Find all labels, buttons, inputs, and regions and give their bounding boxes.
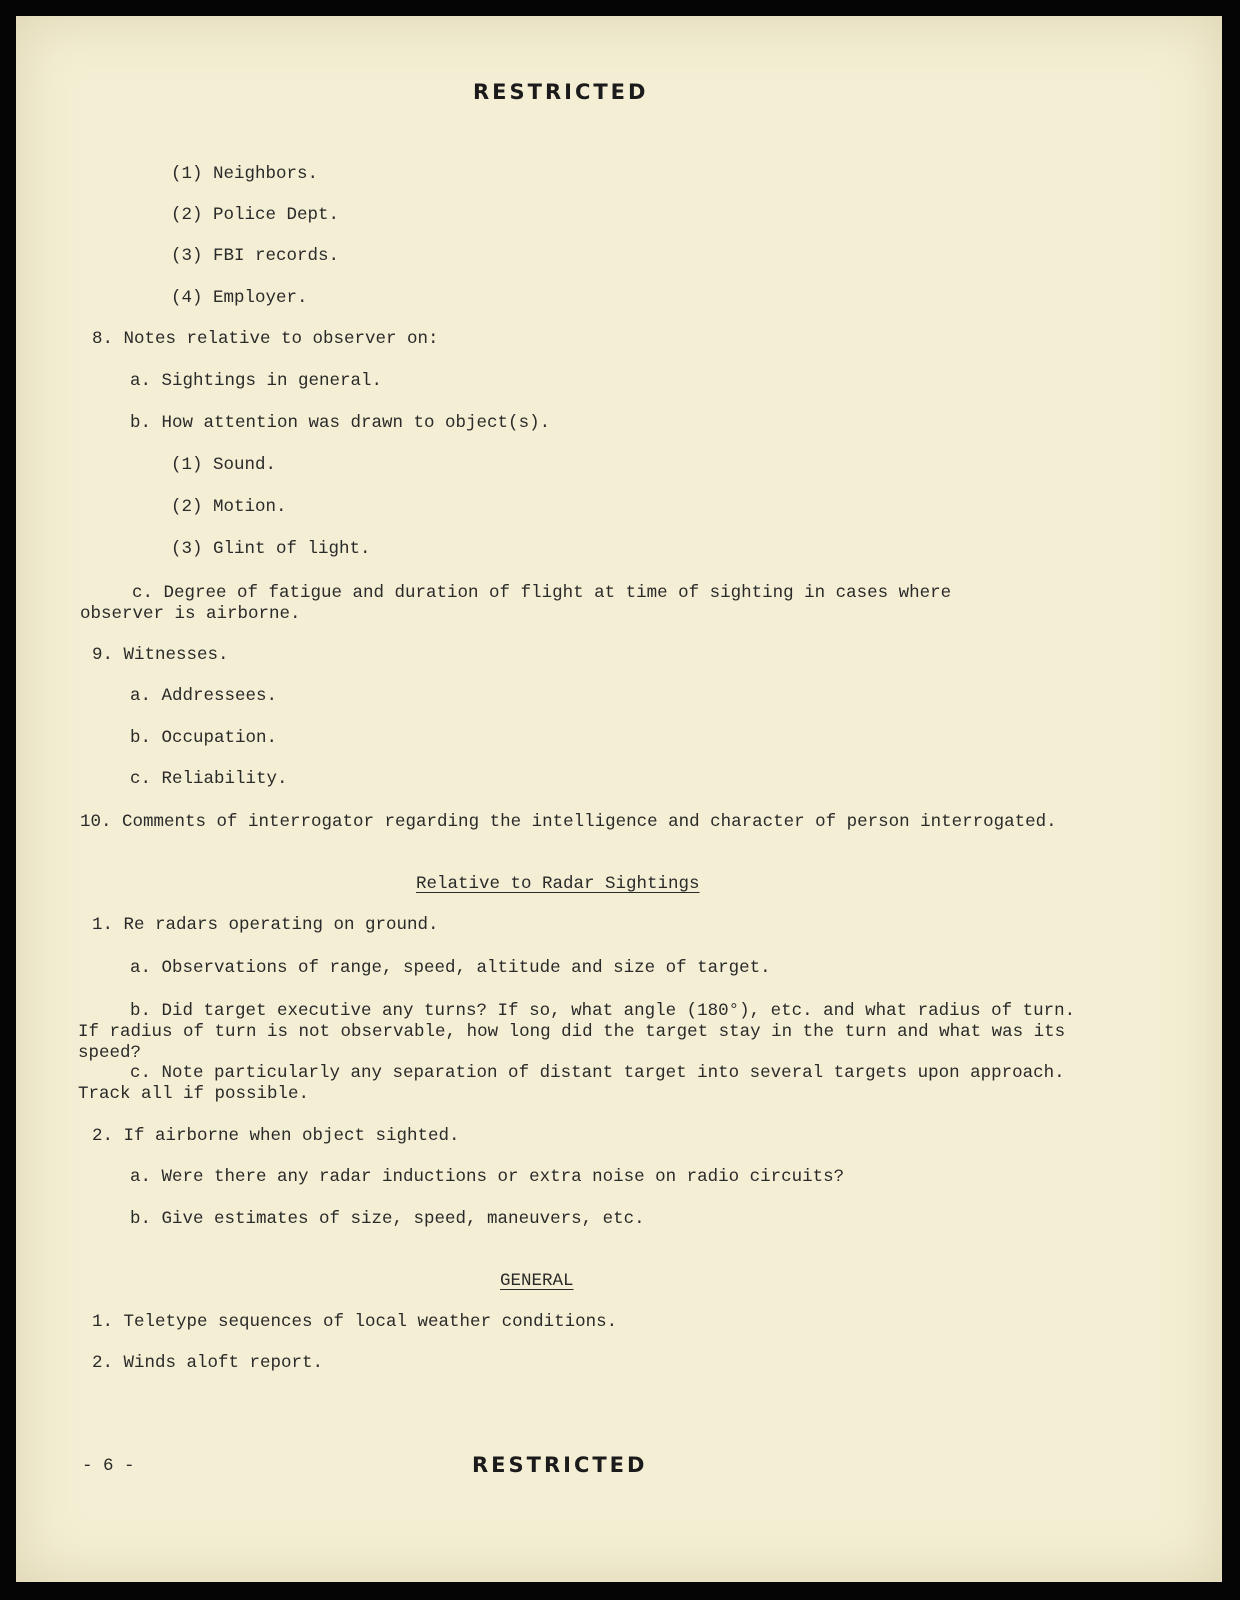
document-page [16, 16, 1222, 1582]
item-8a: a. Sightings in general. [130, 371, 383, 391]
header-classification: RESTRICTED [473, 80, 649, 104]
general-item-1: 1. Teletype sequences of local weather conditions. [92, 1312, 618, 1332]
item-8b: b. How attention was drawn to object(s). [130, 413, 551, 433]
item-10: 10. Comments of interrogator regarding the intelligence and character of person interrogated. [80, 812, 1057, 832]
page-number: - 6 - [82, 1456, 135, 1476]
radar-section-heading: Relative to Radar Sightings [416, 874, 700, 894]
radar-item-2b: b. Give estimates of size, speed, maneuvers, etc. [130, 1209, 645, 1229]
item-7-4: (4) Employer. [171, 288, 308, 308]
item-7-2: (2) Police Dept. [171, 205, 340, 225]
radar-item-1a: a. Observations of range, speed, altitude and size of target. [130, 958, 771, 978]
item-8b-3: (3) Glint of light. [171, 539, 371, 559]
general-item-2: 2. Winds aloft report. [92, 1353, 324, 1373]
general-section-heading: GENERAL [500, 1271, 574, 1291]
item-7-3: (3) FBI records. [171, 246, 340, 266]
radar-item-2a: a. Were there any radar inductions or extra noise on radio circuits? [130, 1167, 845, 1187]
item-8b-2: (2) Motion. [171, 497, 287, 517]
item-9c: c. Reliability. [130, 769, 288, 789]
radar-item-1c: c. Note particularly any separation of distant target into several targets upon approach. Track all if possible. [78, 1063, 1065, 1104]
radar-item-1b: b. Did target executive any turns? If so, what angle (180°), etc. and what radius of turn. If radius of turn is not observable, how long did the target stay in the turn and what was its speed? [78, 1001, 1076, 1063]
radar-item-1: 1. Re radars operating on ground. [92, 915, 439, 935]
item-9b: b. Occupation. [130, 728, 278, 748]
item-8c: c. Degree of fatigue and duration of flight at time of sighting in cases where observer is airborne. [80, 583, 952, 624]
item-8: 8. Notes relative to observer on: [92, 329, 439, 349]
item-7-1: (1) Neighbors. [171, 164, 319, 184]
item-8b-1: (1) Sound. [171, 455, 277, 475]
item-9: 9. Witnesses. [92, 645, 229, 665]
radar-item-2: 2. If airborne when object sighted. [92, 1126, 460, 1146]
item-9a: a. Addressees. [130, 686, 278, 706]
footer-classification: RESTRICTED [472, 1453, 648, 1477]
